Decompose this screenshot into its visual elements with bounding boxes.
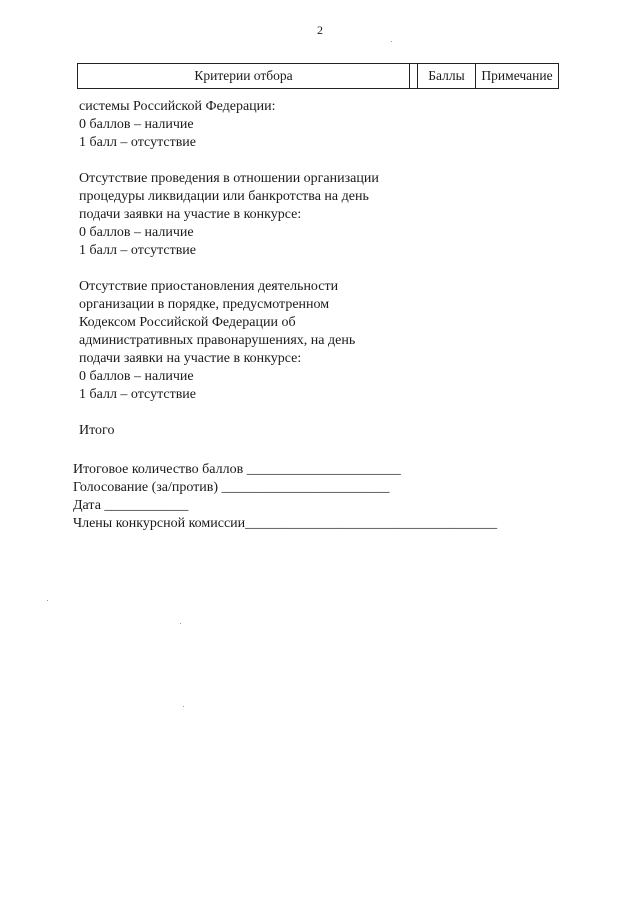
- note-header-cell: Примечание: [476, 64, 559, 89]
- criteria-block-total: [79, 422, 549, 440]
- text-line: системы Российской Федерации:: [79, 99, 276, 114]
- criteria-block-liquidation: [79, 170, 549, 260]
- text-line: подачи заявки на участие в конкурсе:: [79, 351, 302, 366]
- signature-section: [73, 461, 497, 533]
- total-score-line: Итоговое количество баллов ______________________: [73, 462, 401, 477]
- criteria-block-suspension: [79, 278, 549, 404]
- criteria-body: [79, 98, 549, 440]
- text-line: 0 баллов – наличие: [79, 225, 194, 240]
- scan-speck: [391, 41, 392, 42]
- page-number: 2: [317, 23, 323, 37]
- text-line: подачи заявки на участие в конкурсе:: [79, 207, 302, 222]
- text-line: 0 баллов – наличие: [79, 117, 194, 132]
- text-line: Кодексом Российской Федерации об: [79, 315, 296, 330]
- text-line: 1 балл – отсутствие: [79, 243, 197, 258]
- total-label: Итого: [79, 423, 115, 438]
- points-header-cell: Баллы: [418, 64, 476, 89]
- criteria-header-cell: Критерии отбора: [78, 64, 410, 89]
- date-line: Дата ____________: [73, 498, 189, 513]
- text-line: Отсутствие приостановления деятельности: [79, 279, 339, 294]
- scan-speck: [183, 706, 184, 707]
- text-line: 1 балл – отсутствие: [79, 387, 197, 402]
- text-line: Отсутствие проведения в отношении организации: [79, 171, 379, 186]
- text-line: процедуры ликвидации или банкротства на день: [79, 189, 369, 204]
- criteria-table-header: [77, 63, 559, 89]
- text-line: административных правонарушениях, на день: [79, 333, 356, 348]
- commission-members-line: Члены конкурсной комиссии____________________________________: [73, 516, 498, 531]
- criteria-block-tax-debt: [79, 98, 549, 152]
- text-line: организации в порядке, предусмотренном: [79, 297, 330, 312]
- text-line: 1 балл – отсутствие: [79, 135, 197, 150]
- scan-speck: [47, 600, 48, 601]
- header-gap-cell: [410, 64, 418, 89]
- voting-line: Голосование (за/против) ________________________: [73, 480, 390, 495]
- text-line: 0 баллов – наличие: [79, 369, 194, 384]
- scan-speck: [180, 623, 181, 624]
